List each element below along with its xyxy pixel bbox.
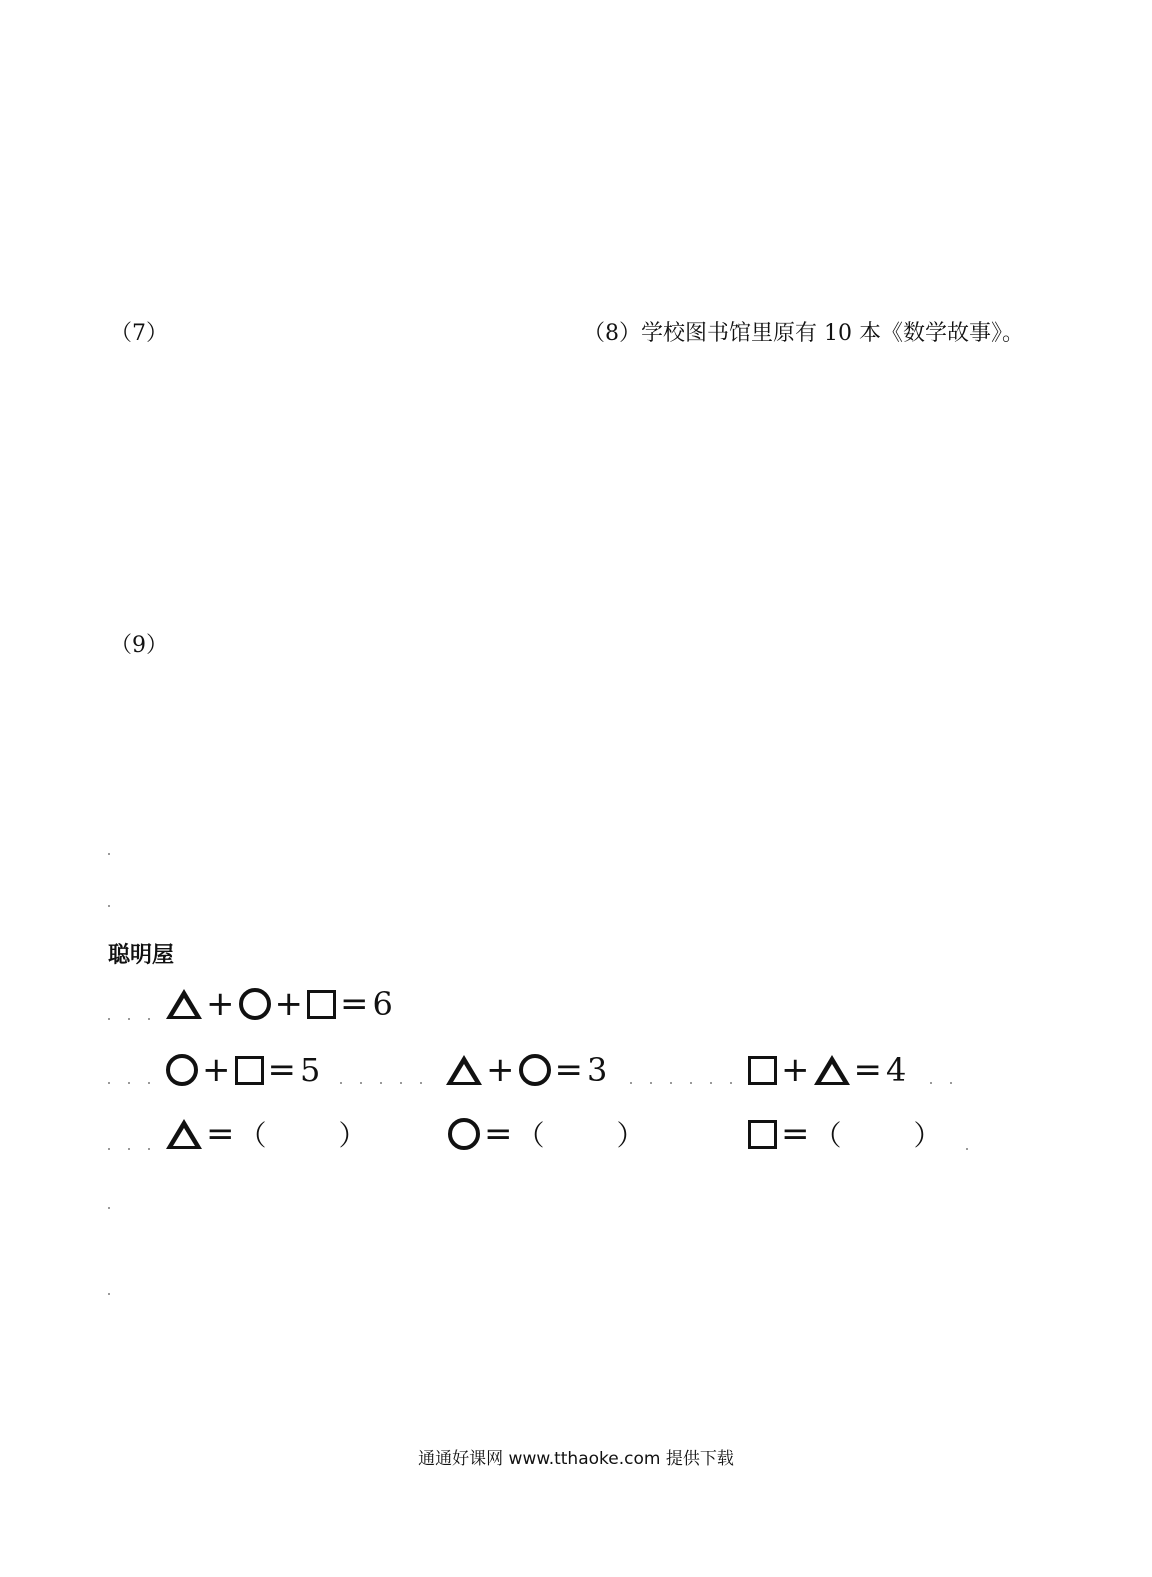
stray-dot [128,1018,130,1020]
circle-icon [519,1054,551,1086]
answer-triangle [166,1114,367,1154]
stray-dot [630,1082,632,1084]
plus-sign: + [202,1050,231,1090]
stray-dot [690,1082,692,1084]
equals-sign: = [484,1114,513,1154]
stray-dot [710,1082,712,1084]
stray-dot [950,1082,952,1084]
open-paren: （ [516,1119,545,1152]
equals-sign: = [206,1114,235,1154]
stray-dot [420,1082,422,1084]
equals-sign: = [853,1050,882,1090]
triangle-icon [166,1119,202,1149]
stray-dot [380,1082,382,1084]
equals-sign: = [267,1050,296,1090]
square-icon [307,990,336,1019]
stray-dot [360,1082,362,1084]
circle-icon [166,1054,198,1086]
stray-dot [108,1293,110,1295]
equation-2 [166,1050,320,1090]
square-icon [748,1120,777,1149]
stray-dot [930,1082,932,1084]
stray-dot [108,853,110,855]
stray-dot [966,1148,968,1150]
equation-4 [748,1050,906,1090]
answer-circle [448,1114,645,1154]
stray-dot [148,1082,150,1084]
stray-dot [108,905,110,907]
triangle-icon [166,989,202,1019]
equation-3 [446,1050,607,1090]
stray-dot [108,1148,110,1150]
stray-dot [670,1082,672,1084]
circle-icon [239,988,271,1020]
question-8-text: （8）学校图书馆里原有 10 本《数学故事》。 [583,321,1024,346]
stray-dot [730,1082,732,1084]
footer-credit: 通通好课网 www.tthaoke.com 提供下载 [418,1449,734,1469]
square-icon [748,1056,777,1085]
section-title: 聪明屋 [108,942,175,968]
question-9-label: （9） [110,633,168,658]
stray-dot [148,1148,150,1150]
stray-dot [108,1207,110,1209]
equation-4-result: 4 [886,1051,907,1089]
stray-dot [108,1018,110,1020]
plus-sign: + [274,984,303,1024]
equals-sign: = [781,1114,810,1154]
stray-dot [148,1018,150,1020]
equation-1-result: 6 [372,985,393,1023]
square-icon [235,1056,264,1085]
equation-1 [166,984,393,1024]
plus-sign: + [781,1050,810,1090]
plus-sign: + [206,984,235,1024]
close-paren: ） [338,1119,367,1152]
close-paren: ） [616,1119,645,1152]
triangle-icon [446,1055,482,1085]
stray-dot [340,1082,342,1084]
stray-dot [108,1082,110,1084]
triangle-icon [814,1055,850,1085]
equals-sign: = [340,984,369,1024]
stray-dot [128,1148,130,1150]
stray-dot [128,1082,130,1084]
equation-2-result: 5 [300,1051,321,1089]
stray-dot [400,1082,402,1084]
open-paren: （ [813,1119,842,1152]
equation-3-result: 3 [587,1051,608,1089]
plus-sign: + [486,1050,515,1090]
circle-icon [448,1118,480,1150]
stray-dot [650,1082,652,1084]
equals-sign: = [554,1050,583,1090]
question-7-label: （7） [110,321,168,346]
open-paren: （ [238,1119,267,1152]
close-paren: ） [913,1119,942,1152]
answer-square [748,1114,942,1154]
